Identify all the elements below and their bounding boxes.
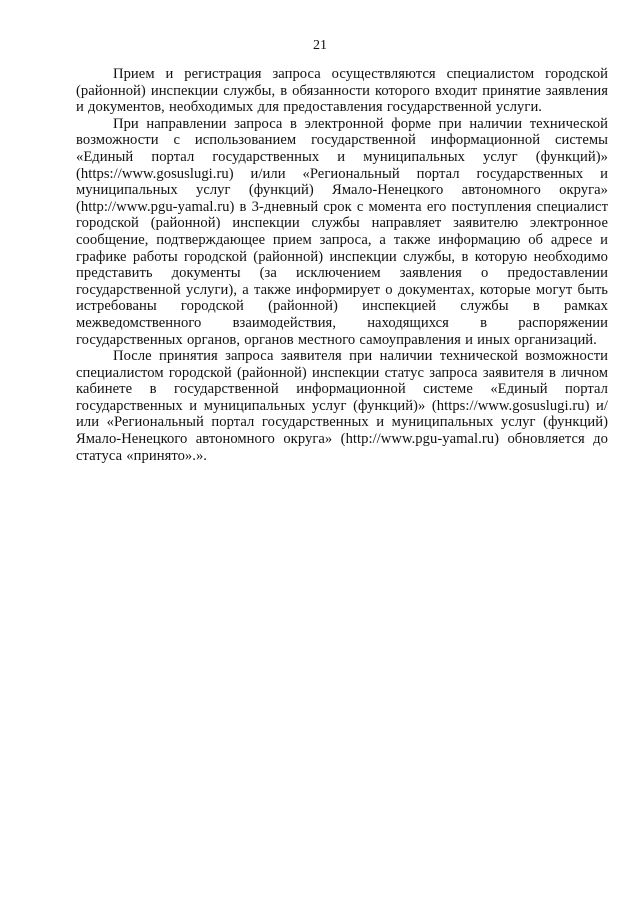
paragraph-electronic-request: При направлении запроса в электронной форме при наличии технической возможности с использованием государственной информационной системы «Единый портал государственных и муниципальных услуг (функций)» (https://www.gosuslugi.ru) и/или «Региональный портал государственных и муниципальных услуг (функций) Ямало-Ненецкого автономного округа» (http://www.pgu-yamal.ru) в 3-дневный срок с момента его поступления специалист городской (районной) инспекции службы направляет заявителю электронное сообщение, подтверждающее прием запроса, а также информацию об адресе и графике работы городской (районной) инспекции службы, в которую необходимо представить документы (за исключением заявления о предоставлении государственной услуги), а также информирует о документах, которые могут быть истребованы городской (районной) инспекцией службы в рамках межведомственного взаимодействия, находящихся в распоряжении государственных органов, органов местного самоуправления и иных организаций. [76,115,608,348]
paragraph-request-registration: Прием и регистрация запроса осуществляются специалистом городской (районной) инспекции службы, в обязанности которого входит принятие заявления и документов, необходимых для предоставления государственной услуги. [76,66,608,116]
paragraph-status-update: После принятия запроса заявителя при наличии технической возможности специалистом городской (районной) инспекции статус запроса заявителя в личном кабинете в государственной информационной системе «Единый портал государственных и муниципальных услуг (функций)» (https://www.gosuslugi.ru) и/или «Региональный портал государственных и муниципальных услуг (функций) Ямало-Ненецкого автономного округа» (http://www.pgu-yamal.ru) обновляется до статуса «принято».». [76,348,608,464]
document-body [76,66,608,464]
page-number: 21 [313,38,327,53]
